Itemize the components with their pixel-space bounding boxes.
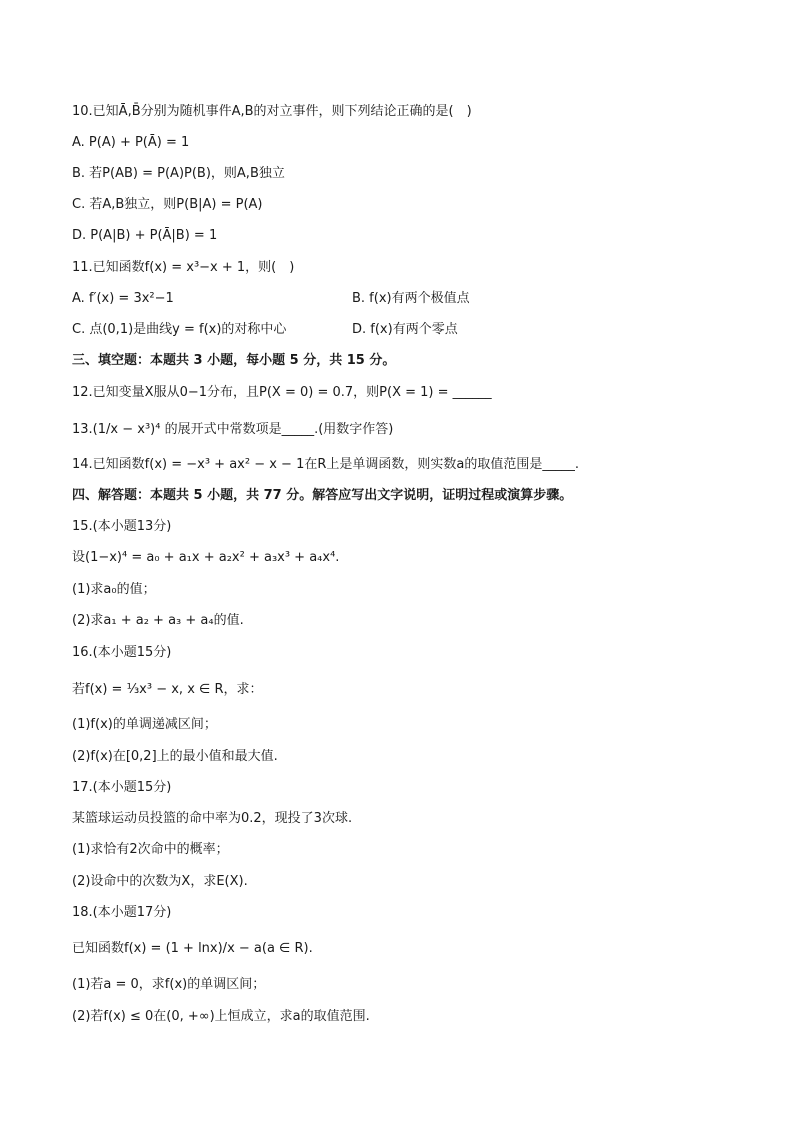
q18-stem: 已知函数f(x) = (1 + lnx)/x − a(a ∈ R). — [72, 941, 313, 956]
q10-option-d: D. P(A|B) + P(Ā|B) = 1 — [72, 228, 218, 243]
q11-option-a: A. f′(x) = 3x²−1 — [72, 291, 174, 306]
q17-stem: 某篮球运动员投篮的命中率为0.2，现投了3次球. — [72, 811, 353, 826]
q10-option-c: C. 若A,B独立，则P(B|A) = P(A) — [72, 197, 263, 212]
q17-part1: (1)求恰有2次命中的概率； — [72, 842, 229, 857]
q17-title: 17.(本小题15分) — [72, 780, 172, 795]
q15-part2: (2)求a₁ + a₂ + a₃ + a₄的值. — [72, 613, 244, 628]
q15-stem: 设(1−x)⁴ = a₀ + a₁x + a₂x² + a₃x³ + a₄x⁴. — [72, 550, 340, 565]
q11-stem: 11.已知函数f(x) = x³−x + 1，则( ) — [72, 260, 295, 275]
q12: 12.已知变量X服从0−1分布，且P(X = 0) = 0.7，则P(X = 1) = ______ — [72, 385, 492, 400]
q16-part1: (1)f(x)的单调递减区间； — [72, 717, 217, 732]
q17-part2: (2)设命中的次数为X，求E(X). — [72, 874, 248, 889]
q18-title: 18.(本小题17分) — [72, 905, 172, 920]
q16-stem: 若f(x) = ⅓x³ − x, x ∈ R，求： — [72, 682, 263, 697]
q11-option-c: C. 点(0,1)是曲线y = f(x)的对称中心 — [72, 322, 287, 337]
q11-option-b: B. f(x)有两个极值点 — [352, 291, 470, 306]
q10-option-a: A. P(A) + P(Ā) = 1 — [72, 135, 190, 150]
q16-title: 16.(本小题15分) — [72, 645, 172, 660]
q11-option-d: D. f(x)有两个零点 — [352, 322, 458, 337]
q15-title: 15.(本小题13分) — [72, 519, 172, 534]
q10-option-b: B. 若P(AB) = P(A)P(B)，则A,B独立 — [72, 166, 285, 181]
section-solve-heading: 四、解答题：本题共 5 小题，共 77 分。解答应写出文字说明，证明过程或演算步骤。 — [72, 488, 573, 503]
q18-part1: (1)若a = 0，求f(x)的单调区间； — [72, 977, 266, 992]
section-fill-in-heading: 三、填空题：本题共 3 小题，每小题 5 分，共 15 分。 — [72, 353, 396, 368]
q14: 14.已知函数f(x) = −x³ + ax² − x − 1在R上是单调函数，则实数a的取值范围是_____. — [72, 457, 579, 472]
q13: 13.(1/x − x³)⁴ 的展开式中常数项是_____.(用数字作答) — [72, 422, 394, 437]
q15-part1: (1)求a₀的值； — [72, 582, 156, 597]
q18-part2: (2)若f(x) ≤ 0在(0, +∞)上恒成立，求a的取值范围. — [72, 1009, 370, 1024]
q16-part2: (2)f(x)在[0,2]上的最小值和最大值. — [72, 749, 278, 764]
q10-stem: 10.已知Ā,B̄分别为随机事件A,B的对立事件，则下列结论正确的是( ) — [72, 104, 472, 119]
